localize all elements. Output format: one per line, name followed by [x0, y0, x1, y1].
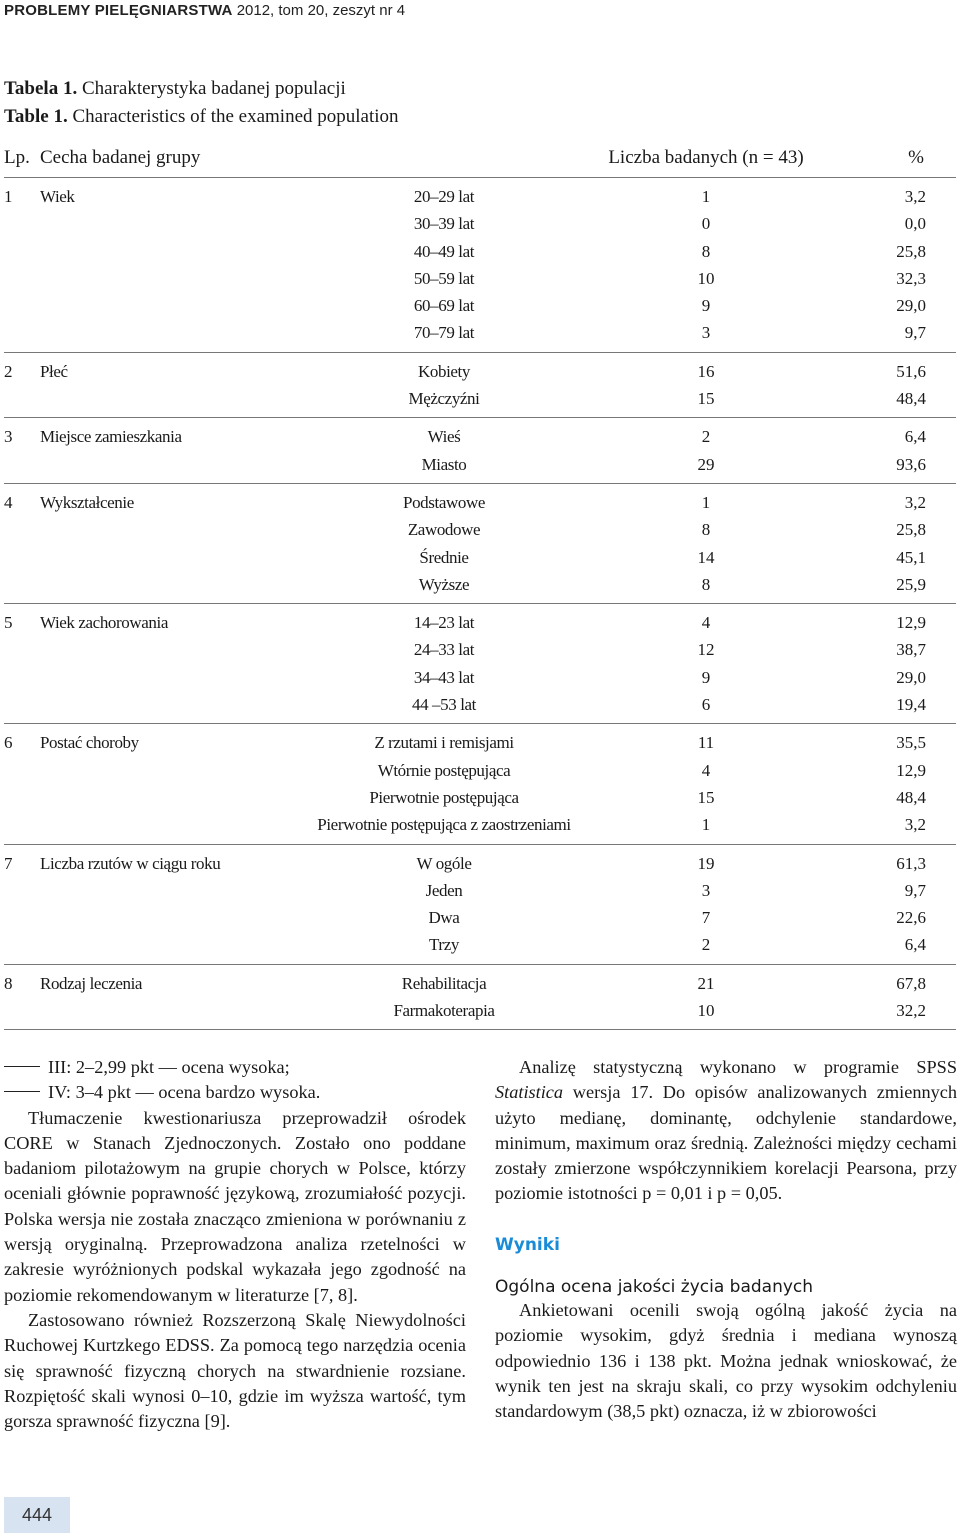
table-row [4, 904, 956, 931]
row-category: Trzy [429, 935, 459, 955]
row-category: 40–49 lat [413, 241, 475, 261]
row-number: 8 [4, 973, 13, 993]
row-percent: 61,3 [896, 853, 926, 873]
row-percent: 45,1 [896, 547, 926, 567]
paragraph-translation: Tłumaczenie kwestionariusza przeprowadził ośrodek CORE w Stanach Zjednoczonych. Zostało ono poddane badaniom pilotażowym na grupie chorych w Polsce, którzy oceniali głównie poprawność językową, zrozumiałość pozycji. Polska wersja nie została znacząco zmieniona w porównaniu z wersją oryginalną. Przeprowadzona analiza rzetelności w zakresie wyróżnionych podskal wykazała jego zgodność na poziomie rekomendowanym w literaturze [7, 8]. [4, 1107, 466, 1305]
row-category: 20–29 lat [413, 187, 475, 206]
row-category: Z rzutami i remisjami [374, 733, 514, 753]
caption-pl-text: Charakterystyka badanej populacji [81, 78, 346, 99]
row-number: 5 [4, 613, 13, 633]
score-item-3-text: III: 2–2,99 pkt — ocena wysoka; [48, 1057, 290, 1077]
row-count: 2 [701, 427, 711, 447]
row-category: 14–23 lat [413, 613, 475, 633]
row-count: 4 [701, 760, 711, 780]
table-header-row [4, 145, 956, 178]
table-row [4, 451, 956, 478]
table-body [4, 178, 956, 1030]
table-group [4, 604, 956, 724]
table-group [4, 178, 956, 353]
row-number: 3 [4, 427, 13, 447]
row-percent: 48,4 [896, 389, 926, 409]
row-count: 14 [697, 547, 715, 567]
row-number: 2 [4, 361, 13, 381]
row-feature: Liczba rzutów w ciągu roku [40, 853, 221, 873]
header-count: Liczba badanych (n = 43) [608, 147, 804, 168]
page-number: 444 [4, 1497, 70, 1533]
row-category: 34–43 lat [413, 667, 475, 687]
table-row [4, 319, 956, 346]
caption-pl-label: Tabela 1. [4, 78, 78, 99]
row-percent: 12,9 [896, 760, 926, 780]
table-row [4, 636, 956, 663]
row-category: Pierwotnie postępująca z zaostrzeniami [317, 815, 571, 835]
row-count: 12 [697, 640, 715, 660]
row-feature: Rodzaj leczenia [40, 973, 143, 993]
table-row [4, 609, 956, 636]
table-row [4, 850, 956, 877]
row-category: Średnie [419, 547, 469, 567]
row-category: 30–39 lat [413, 214, 475, 234]
row-number: 1 [4, 187, 13, 206]
table-caption [4, 75, 399, 131]
row-category: Podstawowe [403, 492, 485, 512]
row-percent: 35,5 [896, 733, 926, 753]
statistics-software: Statistica [495, 1082, 564, 1103]
row-percent: 25,8 [896, 520, 926, 540]
row-count: 11 [697, 733, 715, 753]
row-number: 7 [4, 853, 13, 873]
row-number: 6 [4, 733, 13, 753]
row-category: Wieś [427, 427, 461, 447]
table-row [4, 183, 956, 210]
table-row [4, 664, 956, 691]
journal-name: PROBLEMY PIELĘGNIARSTWA [4, 2, 233, 19]
row-percent: 67,8 [896, 973, 926, 993]
row-category: Dwa [428, 908, 460, 928]
row-count: 19 [697, 853, 715, 873]
row-category: Zawodowe [407, 520, 481, 540]
subsection-heading: Ogólna ocena jakości życia badanych [495, 1277, 814, 1298]
row-count: 2 [701, 935, 711, 955]
row-category: Kobiety [418, 361, 470, 381]
table-row [4, 784, 956, 811]
table-row [4, 489, 956, 516]
em-dash-rule [4, 1091, 40, 1092]
row-percent: 38,7 [896, 640, 926, 660]
row-category: W ogóle [416, 853, 472, 873]
table-row [4, 970, 956, 997]
header-lp: Lp. [4, 147, 30, 168]
row-count: 3 [701, 880, 711, 900]
row-percent: 3,2 [904, 187, 926, 206]
row-count: 1 [701, 492, 711, 512]
row-category: 50–59 lat [413, 268, 475, 288]
row-percent: 93,6 [896, 454, 926, 474]
caption-en-label: Table 1. [4, 106, 68, 127]
table-row [4, 238, 956, 265]
row-percent: 6,4 [904, 935, 926, 955]
table-row [4, 997, 956, 1024]
row-percent: 19,4 [896, 695, 926, 715]
row-percent: 51,6 [896, 361, 926, 381]
row-category: 44 –53 lat [412, 695, 476, 715]
row-percent: 9,7 [904, 880, 926, 900]
row-count: 8 [701, 520, 711, 540]
row-feature: Wiek [40, 187, 75, 206]
row-category: Rehabilitacja [401, 973, 487, 993]
table-row [4, 811, 956, 838]
caption-en [4, 103, 399, 131]
table-row [4, 544, 956, 571]
table-group [4, 484, 956, 604]
table-group [4, 353, 956, 419]
row-count: 3 [701, 323, 711, 343]
row-percent: 12,9 [896, 613, 926, 633]
table-row [4, 210, 956, 237]
row-percent: 0,0 [904, 214, 926, 234]
row-count: 15 [697, 787, 715, 807]
table-row [4, 423, 956, 450]
left-column [4, 1055, 466, 1434]
journal-issue: 2012, tom 20, zeszyt nr 4 [236, 2, 406, 19]
row-percent: 32,2 [896, 1001, 926, 1021]
score-item-4-text: IV: 3–4 pkt — ocena bardzo wysoka. [48, 1082, 321, 1103]
row-count: 21 [697, 973, 715, 993]
row-category: Wyższe [418, 574, 470, 594]
characteristics-table [4, 145, 956, 1030]
caption-pl [4, 75, 399, 103]
row-count: 6 [701, 695, 711, 715]
table-row [4, 877, 956, 904]
table-row [4, 729, 956, 756]
row-count: 7 [701, 908, 711, 928]
paragraph-edss: Zastosowano również Rozszerzoną Skalę Niewydolności Ruchowej Kurtzkego EDSS. Za pomocą tego narzędzia ocenia się sprawność fizyczną chorych na stwardnienie rozsiane. Rozpiętość skali wynosi 0–10, gdzie im wyższa wartość, tym gorsza sprawność fizyczna [9]. [4, 1309, 466, 1432]
row-count: 4 [701, 613, 711, 633]
row-count: 29 [697, 454, 715, 474]
row-count: 1 [701, 815, 711, 835]
row-percent: 32,3 [896, 268, 926, 288]
table-group [4, 845, 956, 965]
row-category: Jeden [425, 880, 463, 900]
table-row [4, 757, 956, 784]
paragraph-statistics [495, 1055, 957, 1207]
score-item-4 [4, 1080, 466, 1105]
row-category: 60–69 lat [413, 296, 475, 316]
table-row [4, 931, 956, 958]
table-row [4, 516, 956, 543]
statistics-text-b: wersja 17. Do opisów analizowanych zmiennych użyto medianę, dominantę, odchylenie standardowe, minimum, maximum oraz średnią. Zależności między cechami zostały zmierzone współczynnikiem korelacji Pearsona, przy poziomie istotności p = 0,01 i p = 0,05. [495, 1082, 957, 1204]
row-count: 1 [701, 187, 711, 206]
running-head [4, 2, 405, 19]
paragraph-results: Ankietowani ocenili swoją ogólną jakość życia na poziomie wysokim, gdyż średnia i mediana wynoszą odpowiednio 136 i 138 pkt. Można jednak wnioskować, że wynik ten jest na skraju skali, co przy wysokim odchyleniu standardowym (38,5 pkt) oznacza, iż w zbiorowości [495, 1300, 957, 1422]
row-percent: 48,4 [896, 787, 926, 807]
caption-en-text: Characteristics of the examined population [72, 106, 399, 127]
score-item-3 [4, 1055, 466, 1080]
row-percent: 25,8 [896, 241, 926, 261]
row-count: 8 [701, 574, 711, 594]
row-category: 70–79 lat [413, 323, 475, 343]
row-category: Wtórnie postępująca [377, 760, 511, 780]
row-count: 9 [701, 667, 711, 687]
row-number: 4 [4, 492, 13, 512]
section-heading-results: Wyniki [495, 1234, 560, 1255]
row-count: 15 [697, 389, 715, 409]
table-group [4, 418, 956, 484]
row-percent: 3,2 [904, 492, 926, 512]
table-row [4, 691, 956, 718]
row-count: 0 [701, 214, 711, 234]
right-column [495, 1055, 957, 1425]
row-feature: Postać choroby [40, 733, 139, 753]
table-row [4, 358, 956, 385]
row-feature: Wykształcenie [40, 492, 134, 512]
row-count: 10 [697, 1001, 715, 1021]
row-count: 10 [697, 268, 715, 288]
table-row [4, 265, 956, 292]
row-percent: 6,4 [904, 427, 926, 447]
header-feature: Cecha badanej grupy [40, 147, 201, 168]
row-category: Miasto [421, 454, 467, 474]
row-percent: 29,0 [896, 296, 926, 316]
row-percent: 9,7 [904, 323, 926, 343]
row-percent: 3,2 [904, 815, 926, 835]
row-percent: 25,9 [896, 574, 926, 594]
em-dash-rule [4, 1066, 40, 1067]
row-category: 24–33 lat [413, 640, 475, 660]
row-percent: 29,0 [896, 667, 926, 687]
header-percent: % [908, 147, 924, 168]
row-count: 8 [701, 241, 711, 261]
table-group [4, 724, 956, 844]
row-category: Pierwotnie postępująca [369, 787, 519, 807]
table-row [4, 385, 956, 412]
row-feature: Miejsce zamieszkania [40, 427, 182, 447]
row-feature: Wiek zachorowania [40, 613, 168, 633]
row-category: Farmakoterapia [393, 1001, 495, 1021]
row-percent: 22,6 [896, 908, 926, 928]
table-row [4, 571, 956, 598]
row-count: 9 [701, 296, 711, 316]
row-category: Mężczyźni [408, 389, 480, 409]
table-group [4, 965, 956, 1031]
row-count: 16 [697, 361, 715, 381]
row-feature: Płeć [40, 361, 68, 381]
table-row [4, 292, 956, 319]
statistics-text-a: Analizę statystyczną wykonano w programie SPSS [519, 1057, 957, 1077]
